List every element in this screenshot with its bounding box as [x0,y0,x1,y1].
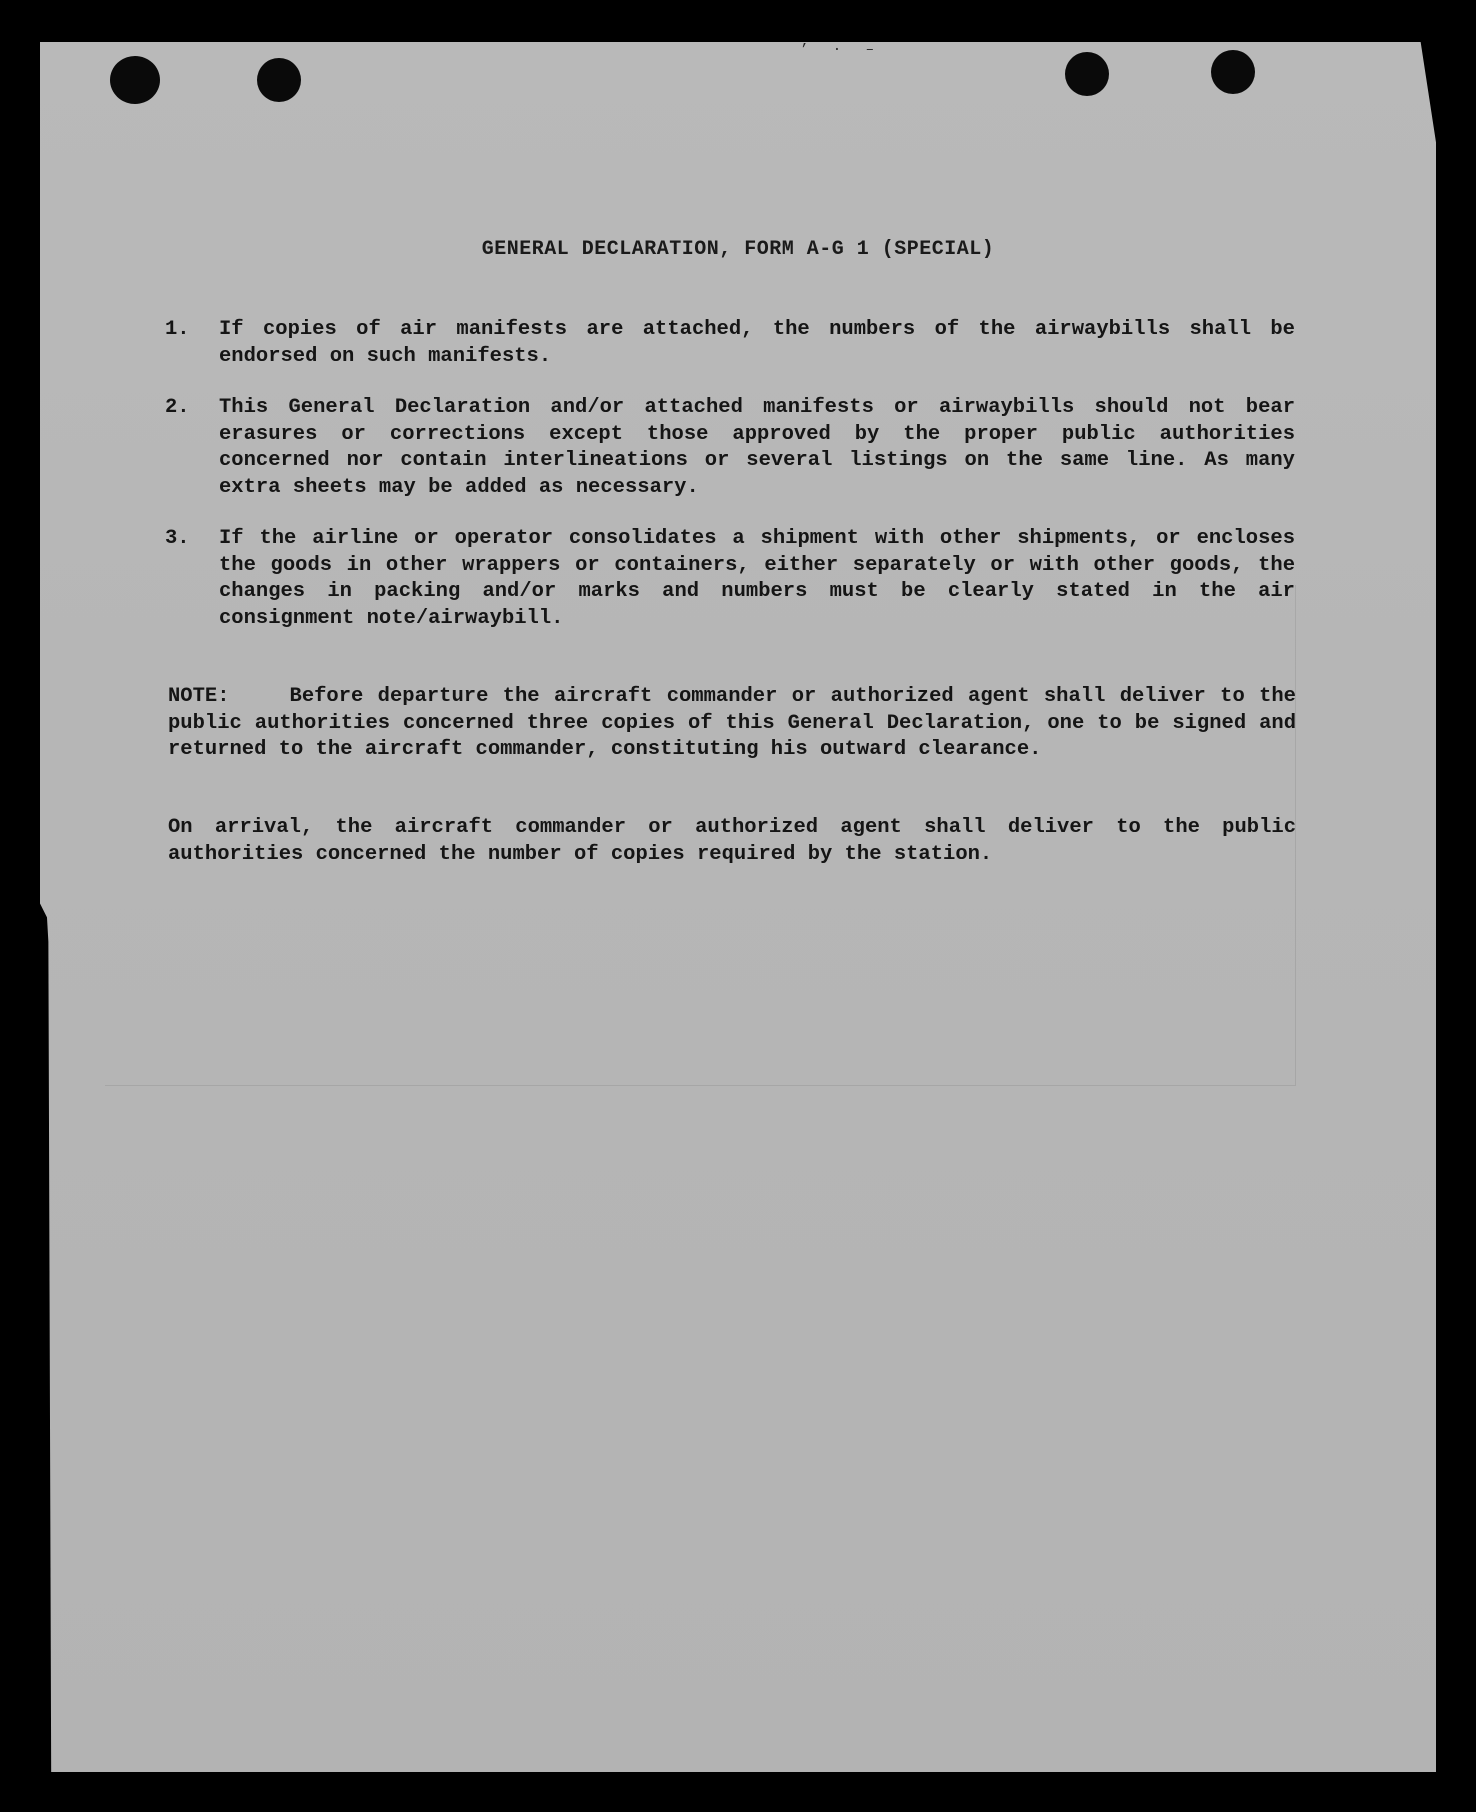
punch-hole [1065,52,1109,96]
list-item [165,395,1295,501]
punch-hole [257,58,301,102]
arrival-paragraph: On arrival, the aircraft commander or authorized agent shall deliver to the public authorities concerned the number of copies required by the station. [168,816,1296,866]
page-title: GENERAL DECLARATION, FORM A-G 1 (SPECIAL) [481,238,995,261]
list-item-text: If the airline or operator consolidates a shipment with other shipments, or encloses the goods in other wrappers or containers, either separately or with other goods, the changes in packing and/or marks and numbers must be clearly stated in the air consignment note/airwaybill. [219,527,1295,630]
ink-specks: ’ · – [800,42,883,58]
note-text: Before departure the aircraft commander or authorized agent shall deliver to the public authorities concerned three copies of this General Declaration, one to be signed and returned to the aircraft commander, constituting his outward clearance. [168,685,1296,761]
punch-hole [1211,50,1255,94]
list-item-number: 3. [165,527,190,550]
punch-hole [110,56,160,104]
list-item-text: If copies of air manifests are attached, the numbers of the airwaybills shall be endorsed on such manifests. [219,318,1295,368]
note-paragraph [168,684,1296,764]
list-item [165,317,1295,370]
list-item-number: 2. [165,396,190,419]
list-item-text: This General Declaration and/or attached manifests or airwaybills should not bear erasures or corrections except those approved by the proper public authorities concerned nor contain interlineations or several listings on the same line. As many extra sheets may be added as necessary. [219,396,1295,499]
list-item-number: 1. [165,318,190,341]
list-item [165,526,1295,632]
note-label: NOTE: [168,685,230,708]
